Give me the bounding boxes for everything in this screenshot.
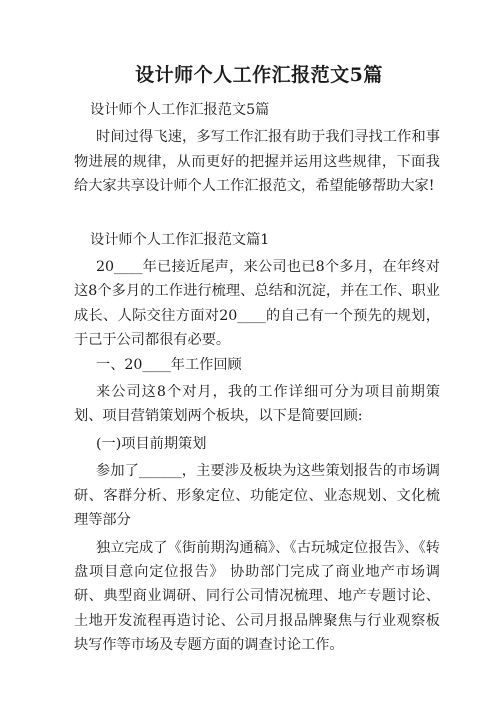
subsection-heading: (一)项目前期策划 xyxy=(96,435,207,452)
section-title: 设计师个人工作汇报范文篇1 xyxy=(90,231,270,248)
document-title: 设计师个人工作汇报范文5篇 xyxy=(135,64,383,86)
body-paragraph: 参加了______，主要涉及板块为这些策划报告的市场调研、客群分析、形象定位、功能定位、业态规划、文化梳理等部分 xyxy=(74,463,440,529)
body-paragraph: 独立完成了《街前期沟通稿》、《古玩城定位报告》、《转盘项目意向定位报告》 协助部门完成了商业地产市场调研、典型商业调研、同行公司情况梳理、地产专题讨论、土地开发流程再造讨论、公司月报品牌聚焦与行业观察板块写作等市场及专题方面的调查讨论工作。 xyxy=(74,539,440,654)
blank-line xyxy=(74,199,440,223)
body-paragraph: 20____年已接近尾声，来公司也已8个多月，在年终对这8个多月的工作进行梳理、总结和沉淀，并在工作、职业成长、人际交往方面对20____的自己有一个预先的规划，于己于公司都很有必要。 xyxy=(74,259,440,349)
intro-paragraph: 时间过得飞速，多写工作汇报有助于我们寻找工作和事物进展的规律，从而更好的把握并运用这些规律，下面我给大家共享设计师个人工作汇报范文，希望能够帮助大家! xyxy=(74,129,440,195)
document-subtitle: 设计师个人工作汇报范文5篇 xyxy=(90,102,270,118)
body-paragraph: 来公司这8个对月，我的工作详细可分为项目前期策划、项目营销策划两个板块，以下是简要回顾: xyxy=(74,384,440,425)
section-heading: 一、20____年工作回顾 xyxy=(96,356,242,373)
